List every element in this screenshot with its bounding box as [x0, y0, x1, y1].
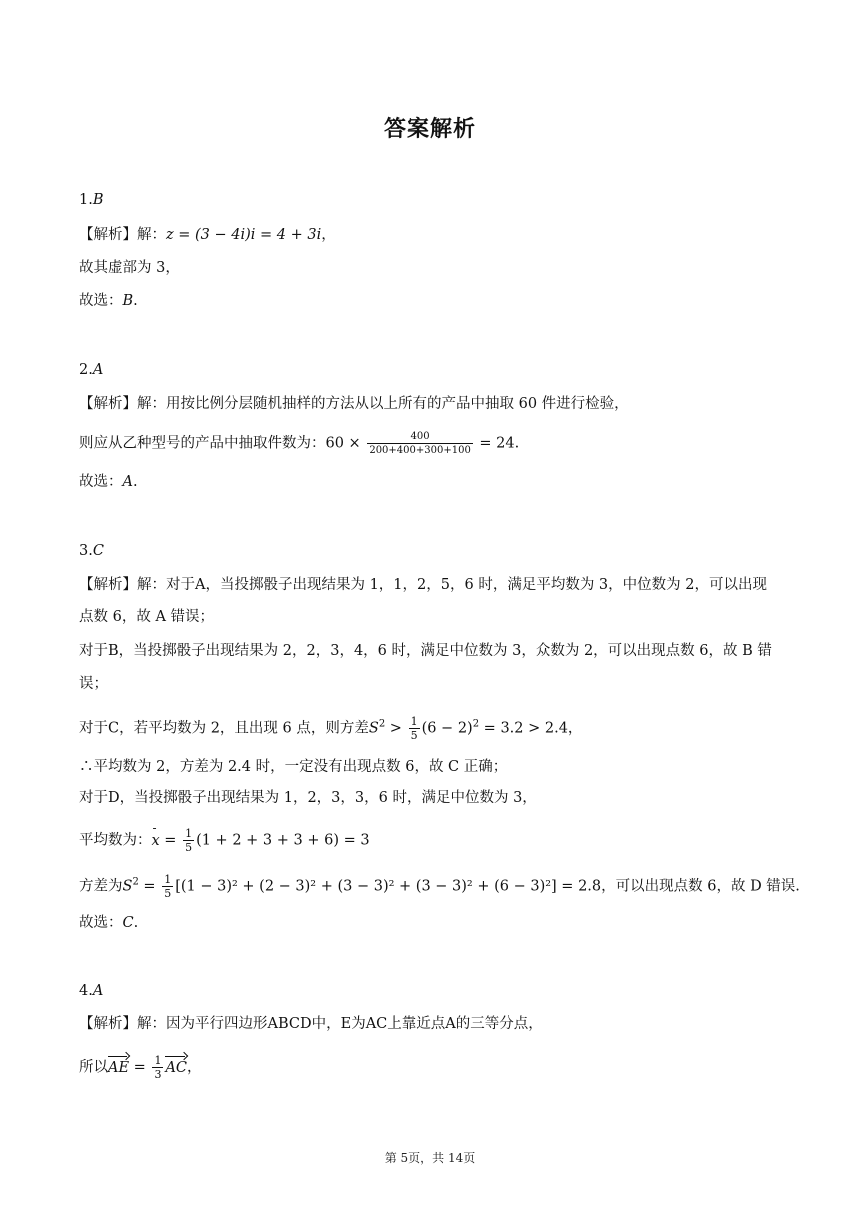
q3-line-5: 对于C，若平均数为 2，且出现 6 点，则方差$S^2$ > $\frac{1}{5}$ $(6 - 2)^2 = 3.2 > 2.4$，	[79, 715, 583, 742]
q1-number: 1.	[79, 192, 93, 208]
page-footer: 第 5页，共 14页	[384, 1151, 476, 1165]
q4-line-1: 【解析】解：因为平行四边形ABCD中，E为AC上靠近点A的三等分点，	[79, 1016, 543, 1032]
q2-analysis-line: 【解析】解：用按比例分层随机抽样的方法从以上所有的产品中抽取 60 件进行检验，	[79, 396, 629, 412]
denominator: 3	[154, 1068, 162, 1081]
q4-answer-line	[79, 981, 103, 1001]
mean-symbol: - x	[152, 831, 160, 851]
q2-answer: A	[92, 362, 104, 378]
choice-label: 故选：	[79, 293, 123, 309]
q1-answer-line	[79, 190, 104, 210]
operator: =	[159, 832, 182, 849]
q1-line-2: 故其虚部为 3，	[79, 260, 180, 276]
page-title: 答案解析	[383, 117, 476, 142]
q4-line2-prefix: 所以	[79, 1059, 108, 1076]
q4-number: 4.	[79, 983, 93, 999]
q4-answer: A	[92, 983, 104, 999]
q3-number: 3.	[79, 543, 93, 559]
q2-number: 2.	[79, 362, 93, 378]
q3-line9-prefix: 方差为	[79, 878, 123, 895]
numerator: 400	[367, 430, 472, 444]
q2-choice-line	[79, 472, 138, 492]
q3-expr-end: = 3.2 > 2.4，	[479, 720, 583, 737]
q4-line-2	[79, 1054, 202, 1081]
q3-line9-suffix: ，可以出现点数 6，故 D 错误.	[601, 878, 800, 895]
operator: >	[385, 720, 407, 737]
q3-choice: C	[122, 915, 134, 931]
operator: =	[129, 1059, 151, 1076]
variance-symbol: S	[368, 720, 379, 737]
q3-line-6: ∴平均数为 2，方差为 2.4 时，一定没有出现点数 6，故 C 正确；	[79, 759, 508, 775]
q1-formula: z = (3 − 4i)i = 4 + 3i	[166, 227, 322, 243]
q3-choice-line	[79, 913, 138, 933]
q3-line-9: 方差为$S^2$ = $\frac{1}{5}$ [(1 − 3)² + (2 − 3)² + (3 − 3)² + (3 − 3)² + (6 − 3)²] = 2.8，可以出现点数 6，故 D 错误.	[79, 873, 800, 900]
q1-analysis-line	[79, 225, 336, 245]
q3-line-2: 点数 6，故 A 错误；	[79, 609, 215, 625]
q3-line-4: 误；	[79, 676, 108, 692]
q3-fraction-2	[183, 827, 194, 854]
q1-choice-line	[79, 291, 138, 311]
q3-line-8	[79, 827, 370, 854]
denominator: 200+400+300+100	[369, 445, 471, 456]
q3-fraction-1	[409, 715, 420, 742]
punct: .	[514, 435, 520, 452]
q2-fraction	[367, 430, 472, 457]
punct: ，	[321, 227, 336, 243]
q4-fraction	[152, 1054, 163, 1081]
q2-answer-line	[79, 360, 103, 380]
q3-line8-prefix: 平均数为：	[79, 832, 152, 849]
q1-choice: B	[122, 293, 134, 309]
punct: .	[132, 474, 138, 490]
q2-formula-line	[79, 430, 519, 457]
q3-fraction-3	[162, 873, 173, 900]
q3-line-3: 对于B，当投掷骰子出现结果为 2，2，3，4，6 时，满足中位数为 3，众数为 2，可以出现点数 6，故 B 错	[79, 643, 772, 659]
denominator: 5	[185, 841, 193, 854]
vector-ac: AC	[165, 1059, 188, 1076]
numerator: 1	[185, 827, 193, 840]
numerator: 1	[154, 1054, 162, 1067]
q2-formula-tail: = 24	[479, 435, 515, 452]
q3-answer-line	[79, 541, 104, 561]
q3-line5-prefix: 对于C，若平均数为 2，且出现 6 点，则方差	[79, 720, 369, 737]
q3-mean-expr: (1 + 2 + 3 + 3 + 6) = 3	[196, 832, 370, 849]
choice-label: 故选：	[79, 915, 123, 931]
vector-ae: AE	[108, 1059, 130, 1076]
variance-symbol: S	[122, 878, 133, 895]
denominator: 5	[164, 887, 172, 900]
punct: ，	[187, 1059, 202, 1076]
choice-label: 故选：	[79, 474, 123, 490]
punct: .	[133, 293, 138, 309]
numerator: 1	[164, 873, 172, 886]
q3-line-1: 【解析】解：对于A，当投掷骰子出现结果为 1，1，2，5，6 时，满足平均数为 3，中位数为 2，可以出现	[79, 577, 767, 593]
denominator: 5	[410, 729, 418, 742]
q1-answer: B	[92, 192, 104, 208]
q2-formula-lead: 60 ×	[325, 435, 361, 452]
analysis-label: 【解析】解：	[79, 227, 166, 243]
q2-choice: A	[122, 474, 133, 490]
punct: .	[133, 915, 139, 931]
q3-line-7: 对于D，当投掷骰子出现结果为 1，2，3，3，6 时，满足中位数为 3，	[79, 790, 537, 806]
q3-expr: (6 − 2)	[421, 720, 473, 737]
numerator: 1	[410, 715, 418, 728]
operator: =	[138, 878, 161, 895]
q2-line-prefix: 则应从乙种型号的产品中抽取件数为：	[79, 435, 326, 452]
q3-answer: C	[92, 543, 104, 559]
q3-variance-expr: [(1 − 3)² + (2 − 3)² + (3 − 3)² + (3 − 3)² + (6 − 3)²] = 2.8	[175, 878, 602, 895]
